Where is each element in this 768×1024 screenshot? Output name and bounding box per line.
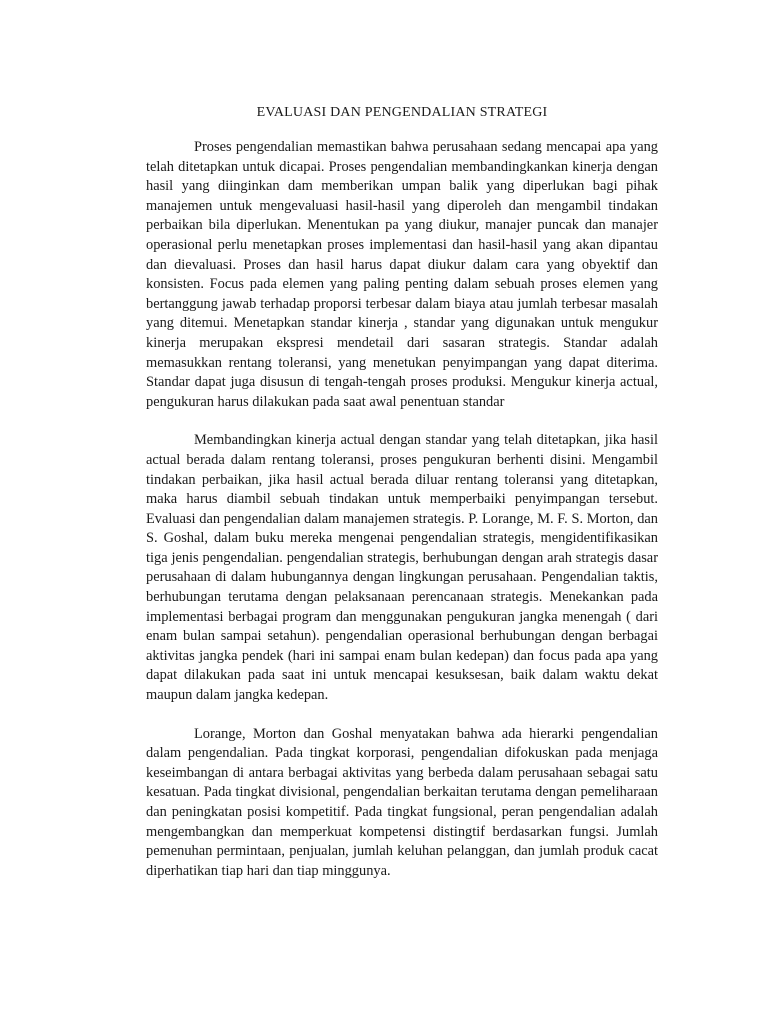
document-title: EVALUASI DAN PENGENDALIAN STRATEGI: [256, 105, 548, 120]
paragraph-3: Lorange, Morton dan Goshal menyatakan bahwa ada hierarki pengendalian dalam pengendalian. Pada tingkat korporasi, pengendalian difokuskan pada menjaga keseimbangan di antara berbagai aktivitas yang berbeda dalam perusahaan sebagai satu kesatuan. Pada tingkat divisional, pengendalian berkaitan terutama dengan pemeliharaan dan peningkatan posisi kompetitif. Pada tingkat fungsional, peran pengendalian adalah mengembangkan dan memperkuat kompetensi distingtif berdasarkan fungsi. Jumlah pemenuhan permintaan, penjualan, jumlah keluhan pelanggan, dan jumlah produk cacat diperhatikan tiap hari dan tiap minggunya.: [146, 725, 658, 879]
paragraph-2: Membandingkan kinerja actual dengan standar yang telah ditetapkan, jika hasil actual berada dalam rentang toleransi, proses pengukuran berhenti disini. Mengambil tindakan perbaikan, jika hasil actual berada diluar rentang toleransi yang ditetapkan, maka harus diambil sebuah tindakan untuk memperbaiki penyimpangan tersebut. Evaluasi dan pengendalian dalam manajemen strategis. P. Lorange, M. F. S. Morton, dan S. Goshal, dalam buku mereka mengenai pengendalian strategis, mengidentifikasikan tiga jenis pengendalian. pengendalian strategis, berhubungan dengan arah strategis dasar perusahaan di dalam hubungannya dengan lingkungan perusahaan. Pengendalian taktis, berhubungan terutama dengan pelaksanaan perencanaan strategis. Menekankan pada implementasi berbagai program dan menggunakan pengukuran jangka menengah ( dari enam bulan sampai setahun). pengendalian operasional berhubungan dengan berbagai aktivitas jangka pendek (hari ini sampai enam bulan kedepan) dan focus pada apa yang dapat dilakukan pada saat ini untuk mencapai kesuksesan, baik dalam waktu dekat maupun dalam jangka kedepan.: [146, 432, 658, 704]
paragraph-1: Proses pengendalian memastikan bahwa perusahaan sedang mencapai apa yang telah ditetapkan untuk dicapai. Proses pengendalian membandingkankan kinerja dengan hasil yang diinginkan dam memberikan umpan balik yang diperlukan bagi pihak manajemen untuk mengevaluasi hasil-hasil yang diperoleh dan mengambil tindakan perbaikan bila diperlukan. Menentukan pa yang diukur, manajer puncak dan manajer operasional perlu menetapkan proses implementasi dan hasil-hasil yang akan dipantau dan dievaluasi. Proses dan hasil harus dapat diukur dalam cara yang obyektif dan konsisten. Focus pada elemen yang paling penting dalam sebuah proses elemen yang bertanggung jawab terhadap proporsi terbesar dalam biaya atau jumlah terbesar masalah yang ditemui. Menetapkan standar kinerja , standar yang digunakan untuk mengukur kinerja merupakan ekspresi mendetail dari sasaran strategis. Standar adalah memasukkan rentang toleransi, yang menetukan penyimpangan yang dapat diterima. Standar dapat juga disusun di tengah-tengah proses produksi. Mengukur kinerja actual, pengukuran harus dilakukan pada saat awal penentuan standar: [146, 139, 658, 410]
